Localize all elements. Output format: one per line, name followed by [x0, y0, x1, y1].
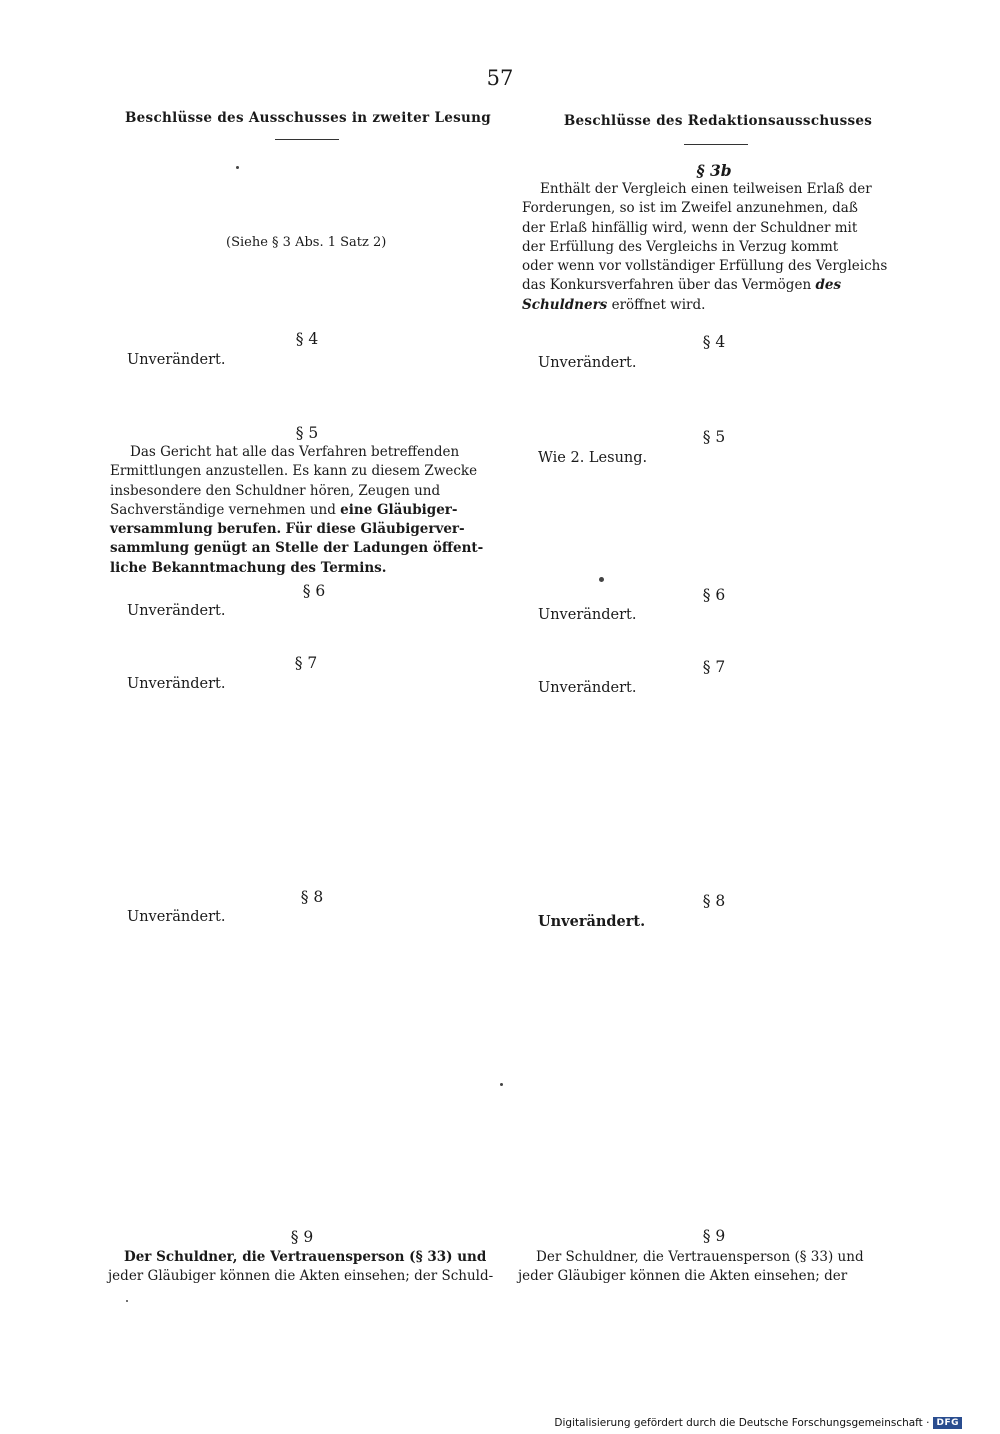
right-s3b-bold-word: des: [815, 277, 842, 294]
left-section-9-paragraph: [108, 1248, 502, 1287]
left-s9-line-1: Der Schuldner, die Vertrauensperson (§ 33) und: [124, 1249, 487, 1265]
left-column-heading: Beschlüsse des Ausschusses in zweiter Lesung: [124, 110, 492, 126]
right-s3b-line-1: Enthält der Vergleich einen teilweisen Erlaß der: [540, 181, 872, 197]
left-cross-reference: (Siehe § 3 Abs. 1 Satz 2): [226, 235, 387, 250]
page-number: 57: [486, 66, 514, 90]
footer-credit-text: Digitalisierung gefördert durch die Deutsche Forschungsgemeinschaft ·: [554, 1417, 930, 1429]
right-section-5-number: § 5: [702, 428, 726, 446]
left-section-8-number: § 8: [300, 888, 324, 906]
right-heading-rule: [684, 144, 748, 145]
right-s3b-line-4: der Erfüllung des Vergleichs in Verzug kommt: [522, 238, 839, 255]
right-s3b-line-3: der Erlaß hinfällig wird, wenn der Schuldner mit: [522, 219, 858, 236]
left-s5-tail-1: Für diese Gläubigerver-: [285, 521, 465, 538]
right-column-heading: Beschlüsse des Redaktionsausschusses: [563, 113, 873, 129]
right-section-6-number: § 6: [702, 586, 726, 604]
left-s5-bold-2: versammlung berufen.: [110, 521, 282, 538]
right-s3b-bold-line: Schuldners: [522, 296, 608, 313]
left-section-7-text: Unverändert.: [127, 676, 226, 692]
right-section-8-number: § 8: [702, 892, 726, 910]
right-s3b-line-6: das Konkursverfahren über das Vermögen: [522, 277, 812, 294]
right-s3b-line-2: Forderungen, so ist im Zweifel anzunehmen, daß: [522, 200, 858, 217]
left-s5-line-3: insbesondere den Schuldner hören, Zeugen und: [110, 482, 441, 499]
right-s9-line-2: jeder Gläubiger können die Akten einsehen; der: [518, 1268, 848, 1285]
right-section-4-text: Unverändert.: [538, 355, 637, 371]
left-section-6-text: Unverändert.: [127, 603, 226, 619]
scan-speck: [500, 1083, 503, 1086]
left-section-4-text: Unverändert.: [127, 352, 226, 368]
dfg-logo: DFG: [933, 1417, 962, 1429]
left-s9-line-2: jeder Gläubiger können die Akten einsehen; der Schuld-: [108, 1268, 494, 1285]
right-section-3b-number: § 3b: [696, 161, 732, 180]
left-s5-bold-1: eine Gläubiger-: [340, 501, 458, 518]
right-section-6-text: Unverändert.: [538, 607, 637, 623]
left-section-9-number: § 9: [290, 1228, 314, 1246]
left-section-8-text: Unverändert.: [127, 909, 226, 925]
left-section-5-paragraph: [110, 443, 500, 578]
right-section-9-number: § 9: [702, 1227, 726, 1245]
left-s5-line-2: Ermittlungen anzustellen. Es kann zu diesem Zwecke: [110, 463, 478, 480]
left-heading-rule: [275, 139, 339, 140]
left-s5-tail-3: liche Bekanntmachung des Termins.: [110, 559, 387, 576]
left-section-6-number: § 6: [302, 582, 326, 600]
scan-speck: [236, 166, 239, 169]
left-section-7-number: § 7: [294, 654, 318, 672]
right-section-7-text: Unverändert.: [538, 680, 637, 696]
left-s5-tail-2: sammlung genügt an Stelle der Ladungen öffent-: [110, 540, 484, 557]
scan-speck: [126, 1300, 128, 1302]
footer-credit: [554, 1417, 962, 1429]
left-section-4-number: § 4: [295, 330, 319, 348]
right-s3b-end: eröffnet wird.: [611, 296, 706, 313]
right-s9-line-1: Der Schuldner, die Vertrauensperson (§ 33) und: [536, 1249, 864, 1265]
right-section-8-text: Unverändert.: [538, 913, 646, 930]
right-section-9-paragraph: [518, 1248, 910, 1287]
right-section-7-number: § 7: [702, 658, 726, 676]
left-section-5-number: § 5: [295, 424, 319, 442]
scan-speck: [599, 577, 604, 582]
right-s3b-line-5: oder wenn vor vollständiger Erfüllung des Vergleichs: [522, 258, 888, 275]
left-s5-line-1: Das Gericht hat alle das Verfahren betreffenden: [130, 444, 460, 460]
right-section-3b-paragraph: [522, 180, 912, 315]
left-s5-line-4: Sachverständige vernehmen und: [110, 501, 336, 518]
right-section-4-number: § 4: [702, 333, 726, 351]
right-section-5-text: Wie 2. Lesung.: [538, 450, 648, 466]
